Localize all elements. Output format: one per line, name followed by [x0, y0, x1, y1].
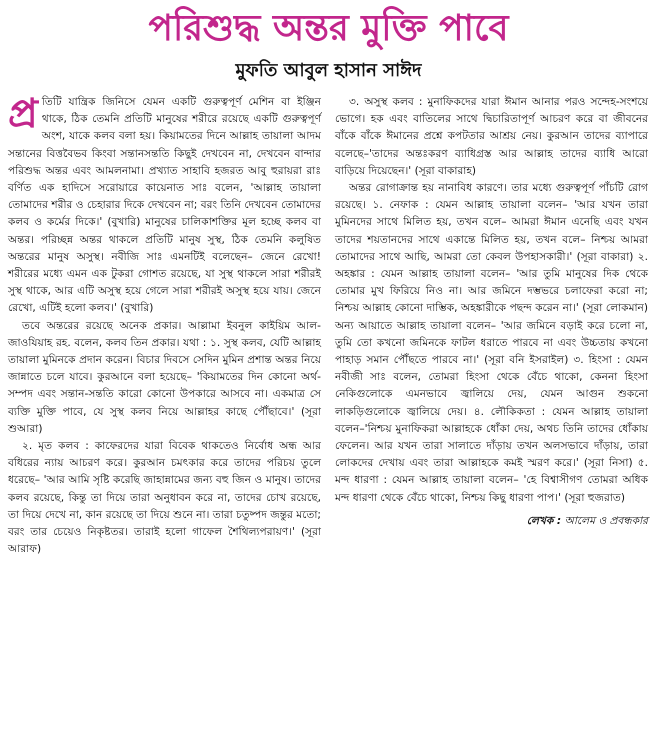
- paragraph: [8, 91, 321, 318]
- drop-cap: প্র: [8, 91, 38, 137]
- paragraph-text: তিটি যান্ত্রিক জিনিসে যেমন একটি গুরুত্বপূর্ণ মেশিন বা ইঞ্জিন থাকে, ঠিক তেমনি প্রতিটি মানুষের শরীরে রয়েছে একটি গুরুত্বপূর্ণ অংশ, যাকে কলব বলা হয়। কিয়ামতের দিনে আল্লাহ তায়ালা আদম সন্তানের বিত্তবৈভব কিংবা সন্তানসন্ততি কিছুই দেখবেন না, দেখবেন বান্দার পরিশুদ্ধ অন্তর এবং আমলনামা। প্রখ্যাত সাহাবি হজরত আবু হুরায়রা রাঃ বর্ণিত এক হাদিসে সরোয়ারে কায়েনাত সাঃ বলেন, 'আল্লাহ তায়ালা তোমাদের শরীর ও চেহারার দিকে দেখবেন না; বরং তিনি দেখবেন তোমাদের কলব ও কর্মের দিকে।' (বুখারি) মানুষের চালিকাশক্তির মূল হচ্ছে কলব বা অন্তর। পরিচ্ছন্ন অন্তর থাকলে প্রতিটি মানুষ সুস্থ, ঠিক তেমনি কলুষিত অন্তরের মানুষ অসুস্থ। নবীজি সাঃ এমনটিই বলেছেন– জেনে রেখো! শরীরের মধ্যে এমন এক টুকরা গোশত রয়েছে, যা সুস্থ থাকলে সারা শরীরই সুস্থ থাকে, আর এটি অসুস্থ হয়ে গেলে সারা শরীরই অসুস্থ হয়ে যায়। জেনে রেখো, এটিই হলো কলব।' (বুখারি): [8, 96, 321, 315]
- author-note: [335, 513, 648, 529]
- right-column: [335, 94, 648, 529]
- paragraph: ৩. অসুস্থ কলব : মুনাফিকদের যারা ঈমান আনার পরও সন্দেহ-সংশয়ে ভোগে। হক এবং বাতিলের সাথে দ্বিচারিতাপূর্ণ আচরণ করে বা জীবনের বাঁকে বাঁকে ঈমানের প্রশ্নে কপটতার আশ্রয় নেয়। কুরআন তাদের ব্যাপারে বলেছে–'তাদের অন্তঃকরণ ব্যাধিগ্রস্ত আর আল্লাহ তাদের ব্যাধি আরো বাড়িয়ে দিয়েছেন।' (সূরা বাকারাহ): [335, 96, 648, 177]
- paragraph: ২. মৃত কলব : কাফেরদের যারা বিবেক থাকতেও নির্বোধ অন্ধ আর বধিরের ন্যায় আচরণ করে। কুরআন চমৎকার করে তাদের পরিচয় তুলে ধরেছে– 'আর আমি সৃষ্টি করেছি জাহান্নামের জন্য বহু জিন ও মানুষ। তাদের কলব রয়েছে, কিন্তু তা দিয়ে তারা অনুধাবন করে না, তাদের চোখ রয়েছে, তা দিয়ে দেখে না, কান রয়েছে তা দিয়ে শুনে না। তারা চতুষ্পদ জন্তুর মতো; বরং তার চেয়েও নিকৃষ্টতর। তারাই হলো গাফেল শৈথিল্যপরায়ণ।' (সূরা আরাফ): [8, 440, 321, 556]
- author-description: আলেম ও প্রবন্ধকার: [564, 514, 648, 527]
- author-label: লেখক :: [526, 514, 562, 527]
- author-byline: মুফতি আবুল হাসান সাঈদ: [235, 60, 422, 81]
- article-title: পরিশুদ্ধ অন্তর মুক্তি পাবে: [148, 8, 509, 49]
- paragraph: অন্তর রোগাক্রান্ত হয় নানাবিধ কারণে। তার মধ্যে গুরুত্বপূর্ণ পাঁচটি রোগ রয়েছে। ১. নেফাক : যেমন আল্লাহ তায়ালা বলেন– 'আর যখন তারা মুমিনদের সাথে মিলিত হয়, তখন বলে– আমরা ঈমান এনেছি এবং যখন তাদের শয়তানদের সাথে একান্তে মিলিত হয়, তখন বলে– নিশ্চয় আমরা তোমাদের সাথে আছি, আমরা তো কেবল উপহাসকারী।' (সূরা বাকারা) ২. অহঙ্কার : যেমন আল্লাহ তায়ালা বলেন– 'আর তুমি মানুষের দিক থেকে তোমার মুখ ফিরিয়ে নিও না। আর জমিনে দম্ভভরে চলাফেরা করো না; নিশ্চয় আল্লাহ কোনো দাম্ভিক, অহঙ্কারীকে পছন্দ করেন না।' (সূরা লোকমান) অন্য আয়াতে আল্লাহ তায়ালা বলেন– 'আর জমিনে বড়াই করে চলো না, তুমি তো কখনো জমিনকে ফাটল ধরাতে পারবে না এবং উচ্চতায় কখনো পাহাড় সমান পৌঁছতে পারবে না।' (সূরা বনি ইসরাইল) ৩. হিংসা : যেমন নবীজী সাঃ বলেন, তোমরা হিংসা থেকে বেঁচে থাকো, কেননা হিংসা নেকিগুলোকে এমনভাবে জ্বালিয়ে দেয়, যেমন আগুন শুকনো লাকড়িগুলোকে জ্বালিয়ে দেয়। ৪. লৌকিকতা : যেমন আল্লাহ তায়ালা বলেন–'নিশ্চয় মুনাফিকরা আল্লাহকে ধোঁকা দেয়, অথচ তিনি তাদের ধোঁকায় ফেলেন। আর যখন তারা সালাতে দাঁড়ায় তখন অলসভাবে দাঁড়ায়, তারা লোকদের দেখায় এবং তারা আল্লাহকে কমই স্মরণ করে।' (সূরা নিসা) ৫. মন্দ ধারণা : যেমন আল্লাহ তায়ালা বলেন– 'হে বিশ্বাসীগণ তোমরা অধিক মন্দ ধারণা থেকে বেঁচে থাকো, নিশ্চয় কিছু ধারণা পাপ।' (সূরা হুজরাত): [335, 182, 648, 504]
- paragraph: তবে অন্তরের রয়েছে অনেক প্রকার। আল্লামা ইবনুল কাইয়িম আল-জাওযিয়াহ রহ. বলেন, কলব তিন প্রকার। যথা : ১. সুস্থ কলব, যেটি আল্লাহ তায়ালা মুমিনকে প্রদান করেন। বিচার দিবসে সেদিন মুমিন প্রশান্ত অন্তর নিয়ে জান্নাতে চলে যাবে। কুরআনে বলা হয়েছে– 'কিয়ামতের দিন কোনো অর্থ-সম্পদ এবং সন্তান-সন্ততি কারো কোনো উপকারে আসবে না। একমাত্র সে ব্যক্তি মুক্তি পাবে, যে সুস্থ কলব নিয়ে আল্লাহর কাছে পৌঁছাবে।' (সূরা শুআরা): [8, 319, 321, 435]
- article-body: [8, 91, 649, 558]
- left-column: [8, 91, 321, 558]
